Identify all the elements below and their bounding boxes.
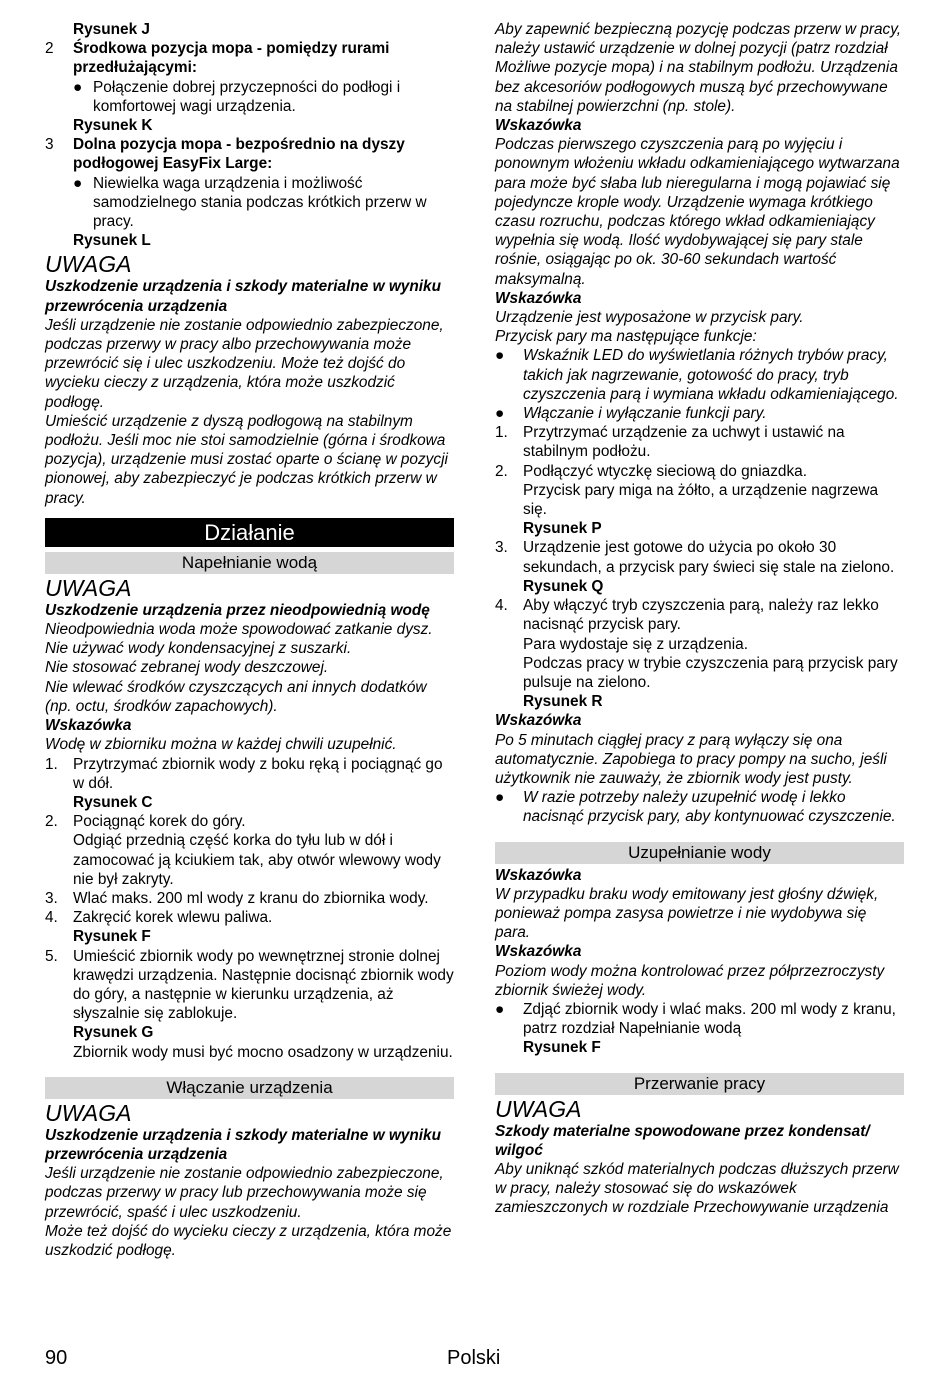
- warning-text: Nie używać wody kondensacyjnej z suszarki.: [45, 640, 352, 658]
- bullet-icon: ●: [495, 347, 505, 365]
- warning-heading: UWAGA: [495, 1095, 582, 1122]
- note-heading: Wskazówka: [495, 712, 582, 730]
- step-number: 3.: [45, 889, 58, 907]
- note-text: Przycisk pary ma następujące funkcje:: [495, 328, 757, 346]
- bullet-text: Włączanie i wyłączanie funkcji pary.: [523, 405, 767, 423]
- bullet-item: [495, 788, 904, 826]
- list-item: [495, 462, 904, 481]
- step-number: 4.: [45, 909, 58, 927]
- warning-subtitle: Uszkodzenie urządzenia i szkody materialne w wyniku przewrócenia urządzenia: [45, 278, 442, 315]
- bullet-icon: ●: [73, 174, 83, 192]
- step-text: Przytrzymać urządzenie za uchwyt i ustawić na stabilnym podłożu.: [523, 424, 845, 461]
- figure-ref: Rysunek F: [73, 928, 151, 946]
- bullet-item: [495, 1000, 904, 1038]
- list-item: [495, 423, 904, 461]
- bullet-item: [45, 78, 454, 116]
- warning-text: Aby uniknąć szkód materialnych podczas dłuższych przerw w pracy, należy stosować się do wskazówek zamieszczonych w rozdziale Przechowywanie urządzenia: [495, 1160, 899, 1217]
- list-item: [45, 755, 454, 793]
- note-heading: Wskazówka: [495, 117, 582, 135]
- item-number: 3: [45, 136, 54, 154]
- figure-ref: Rysunek L: [73, 232, 151, 250]
- warning-text: Nieodpowiednia woda może spowodować zatkanie dysz.: [45, 621, 433, 639]
- figure-ref: Rysunek C: [73, 793, 153, 811]
- list-item: [45, 39, 454, 77]
- warning-text: Może też dojść do wycieku cieczy z urządzenia, która może uszkodzić podłogę.: [45, 1222, 452, 1259]
- list-item: [495, 596, 904, 634]
- note-heading: Wskazówka: [45, 717, 132, 735]
- step-text: Umieścić zbiornik wody po wewnętrznej stronie dolnej krawędzi urządzenia. Następnie docisnąć zbiornik wody do góry, a następnie w kierunku urządzenia, aż słyszalnie się zablokuje.: [73, 947, 454, 1023]
- figure-ref: Rysunek F: [523, 1039, 601, 1057]
- step-number: 1.: [495, 424, 508, 442]
- bullet-icon: ●: [495, 789, 505, 807]
- warning-text: Jeśli urządzenie nie zostanie odpowiednio zabezpieczone, podczas przerwy w pracy albo przechowywania może przewrócić się i ulec uszkodzeniu. Może też dojść do wycieku cieczy z urządzenia, która może uszkodzić podłogę.: [45, 316, 444, 411]
- bullet-text: Niewielka waga urządzenia i możliwość samodzielnego stania podczas krótkich przerw w pracy.: [93, 174, 427, 231]
- bullet-text: Zdjąć zbiornik wody i wlać maks. 200 ml wody z kranu, patrz rozdział Napełnianie wodą: [523, 1000, 896, 1038]
- step-detail: Odgiąć przednią część korka do tyłu lub w dół i zamocować ją kciukiem tak, aby otwór wlewowy wody nie był zakryty.: [73, 832, 441, 888]
- warning-text: Jeśli urządzenie nie zostanie odpowiednio zabezpieczone, podczas przerwy w pracy lub przechowywania może się przewrócić, spaść i ulec uszkodzeniu.: [45, 1165, 444, 1221]
- footer-language: Polski: [447, 1347, 501, 1369]
- right-column: [495, 20, 904, 1218]
- bullet-icon: ●: [495, 405, 505, 423]
- left-column: [45, 20, 454, 1260]
- list-item: [45, 908, 454, 927]
- bullet-item: [495, 404, 904, 423]
- page-number: 90: [45, 1347, 68, 1369]
- step-detail: Para wydostaje się z urządzenia.: [523, 635, 748, 653]
- bullet-item: [495, 346, 904, 404]
- subsection-heading: Uzupełnianie wody: [495, 842, 904, 864]
- list-item: [45, 947, 454, 1024]
- step-text: Pociągnąć korek do góry.: [73, 813, 246, 831]
- figure-ref: Rysunek G: [73, 1024, 154, 1042]
- warning-heading: UWAGA: [45, 251, 132, 278]
- subsection-heading: Włączanie urządzenia: [45, 1077, 454, 1099]
- step-detail: Podczas pracy w trybie czyszczenia parą przycisk pary pulsuje na zielono.: [523, 654, 898, 691]
- list-item: [45, 889, 454, 908]
- step-text: Urządzenie jest gotowe do użycia po około 30 sekundach, a przycisk pary świeci się stale na zielono.: [523, 539, 895, 576]
- warning-heading: UWAGA: [45, 1099, 132, 1126]
- bullet-text: Połączenie dobrej przyczepności do podłogi i komfortowej wagi urządzenia.: [93, 78, 401, 115]
- list-item: [45, 812, 454, 831]
- step-number: 3.: [495, 539, 508, 557]
- warning-text: Nie wlewać środków czyszczących ani innych dodatków (np. octu, środków zapachowych).: [45, 678, 427, 715]
- figure-ref: Rysunek J: [73, 21, 150, 38]
- note-text: Urządzenie jest wyposażone w przycisk pary.: [495, 309, 804, 327]
- note-heading: Wskazówka: [495, 943, 582, 961]
- subsection-heading: Przerwanie pracy: [495, 1073, 904, 1095]
- item-number: 2: [45, 40, 54, 58]
- intro-text: Aby zapewnić bezpieczną pozycję podczas przerw w pracy, należy ustawić urządzenie w dolnej pozycji (patrz rozdział Możliwe pozycje mopa) i na stabilnym podłożu. Urządzenia bez akcesoriów podłogowych muszą być przechowywane na stabilnej powierzchni (np. stole).: [495, 21, 902, 115]
- bullet-icon: ●: [495, 1000, 505, 1018]
- step-text: Podłączyć wtyczkę sieciową do gniazdka.: [523, 462, 808, 480]
- item-title: Dolna pozycja mopa - bezpośrednio na dyszy podłogowej EasyFix Large:: [73, 136, 405, 173]
- warning-subtitle: Uszkodzenie urządzenia i szkody materialne w wyniku przewrócenia urządzenia: [45, 1126, 442, 1163]
- step-detail: Zbiornik wody musi być mocno osadzony w urządzeniu.: [73, 1043, 453, 1061]
- step-number: 2.: [495, 462, 508, 480]
- note-heading: Wskazówka: [495, 289, 582, 307]
- bullet-text: W razie potrzeby należy uzupełnić wodę i lekko nacisnąć przycisk pary, aby kontynuować czyszczenie.: [523, 789, 896, 826]
- step-number: 4.: [495, 597, 508, 615]
- note-text: Podczas pierwszego czyszczenia parą po wyjęciu i ponownym włożeniu wkładu odkamieniającego wytwarzana para może być słaba lub nieregularna i mogą pojawiać się pojedyncze krople wody. Urządzenie wymaga krótkiego czasu rozruchu, podczas którego wkład odkamieniający wypełnia się wodą. Ilość wydobywającej się pary stale rośnie, osiągając po ok. 30-60 sekundach wartość maksymalną.: [495, 136, 900, 288]
- figure-ref: Rysunek K: [73, 117, 153, 135]
- note-text: Wodę w zbiorniku można w każdej chwili uzupełnić.: [45, 736, 397, 754]
- warning-subtitle: Szkody materialne spowodowane przez kondensat/ wilgoć: [495, 1122, 870, 1159]
- subsection-heading: Napełnianie wodą: [45, 552, 454, 574]
- list-item: [495, 538, 904, 576]
- step-text: Zakręcić korek wlewu paliwa.: [73, 909, 273, 927]
- bullet-text: Wskaźnik LED do wyświetlania różnych trybów pracy, takich jak nagrzewanie, gotowość do pracy, tryb czyszczenia parą i wymiana wkładu odkamieniającego.: [523, 347, 899, 403]
- figure-ref: Rysunek P: [523, 520, 602, 538]
- section-heading: Działanie: [45, 518, 454, 547]
- step-text: Przytrzymać zbiornik wody z boku ręką i pociągnąć go w dół.: [73, 755, 443, 792]
- warning-text: Umieścić urządzenie z dyszą podłogową na stabilnym podłożu. Jeśli moc nie stoi samodzielnie (górna i środkowa pozycja), urządzenie musi zostać oparte o ścianę w pozycji pionowej, aby zabezpieczyć je podczas krótkich przerw w pracy.: [45, 412, 448, 507]
- item-title: Środkowa pozycja mopa - pomiędzy rurami przedłużającymi:: [73, 40, 390, 77]
- bullet-icon: ●: [73, 78, 83, 96]
- bullet-item: [45, 174, 454, 232]
- warning-text: Nie stosować zebranej wody deszczowej.: [45, 659, 329, 677]
- warning-heading: UWAGA: [45, 574, 132, 601]
- step-number: 2.: [45, 813, 58, 831]
- figure-ref: Rysunek Q: [523, 577, 604, 595]
- step-text: Aby włączyć tryb czyszczenia parą, należy raz lekko nacisnąć przycisk pary.: [523, 597, 879, 634]
- step-number: 5.: [45, 947, 58, 965]
- step-text: Wlać maks. 200 ml wody z kranu do zbiornika wody.: [73, 889, 429, 907]
- step-number: 1.: [45, 755, 58, 773]
- note-heading: Wskazówka: [495, 866, 582, 884]
- note-text: Poziom wody można kontrolować przez półprzezroczysty zbiornik świeżej wody.: [495, 962, 885, 999]
- step-detail: Przycisk pary miga na żółto, a urządzenie nagrzewa się.: [523, 481, 879, 519]
- list-item: [45, 135, 454, 173]
- figure-ref: Rysunek R: [523, 693, 603, 711]
- note-text: W przypadku braku wody emitowany jest głośny dźwięk, ponieważ pompa zasysa powietrze i nie wydobywa się para.: [495, 885, 879, 942]
- note-text: Po 5 minutach ciągłej pracy z parą wyłączy się ona automatycznie. Zapobiega to pracy pompy na sucho, jeśli użytkownik nie zauważy, że zbiornik wody jest pusty.: [495, 731, 887, 787]
- warning-subtitle: Uszkodzenie urządzenia przez nieodpowiednią wodę: [45, 601, 430, 619]
